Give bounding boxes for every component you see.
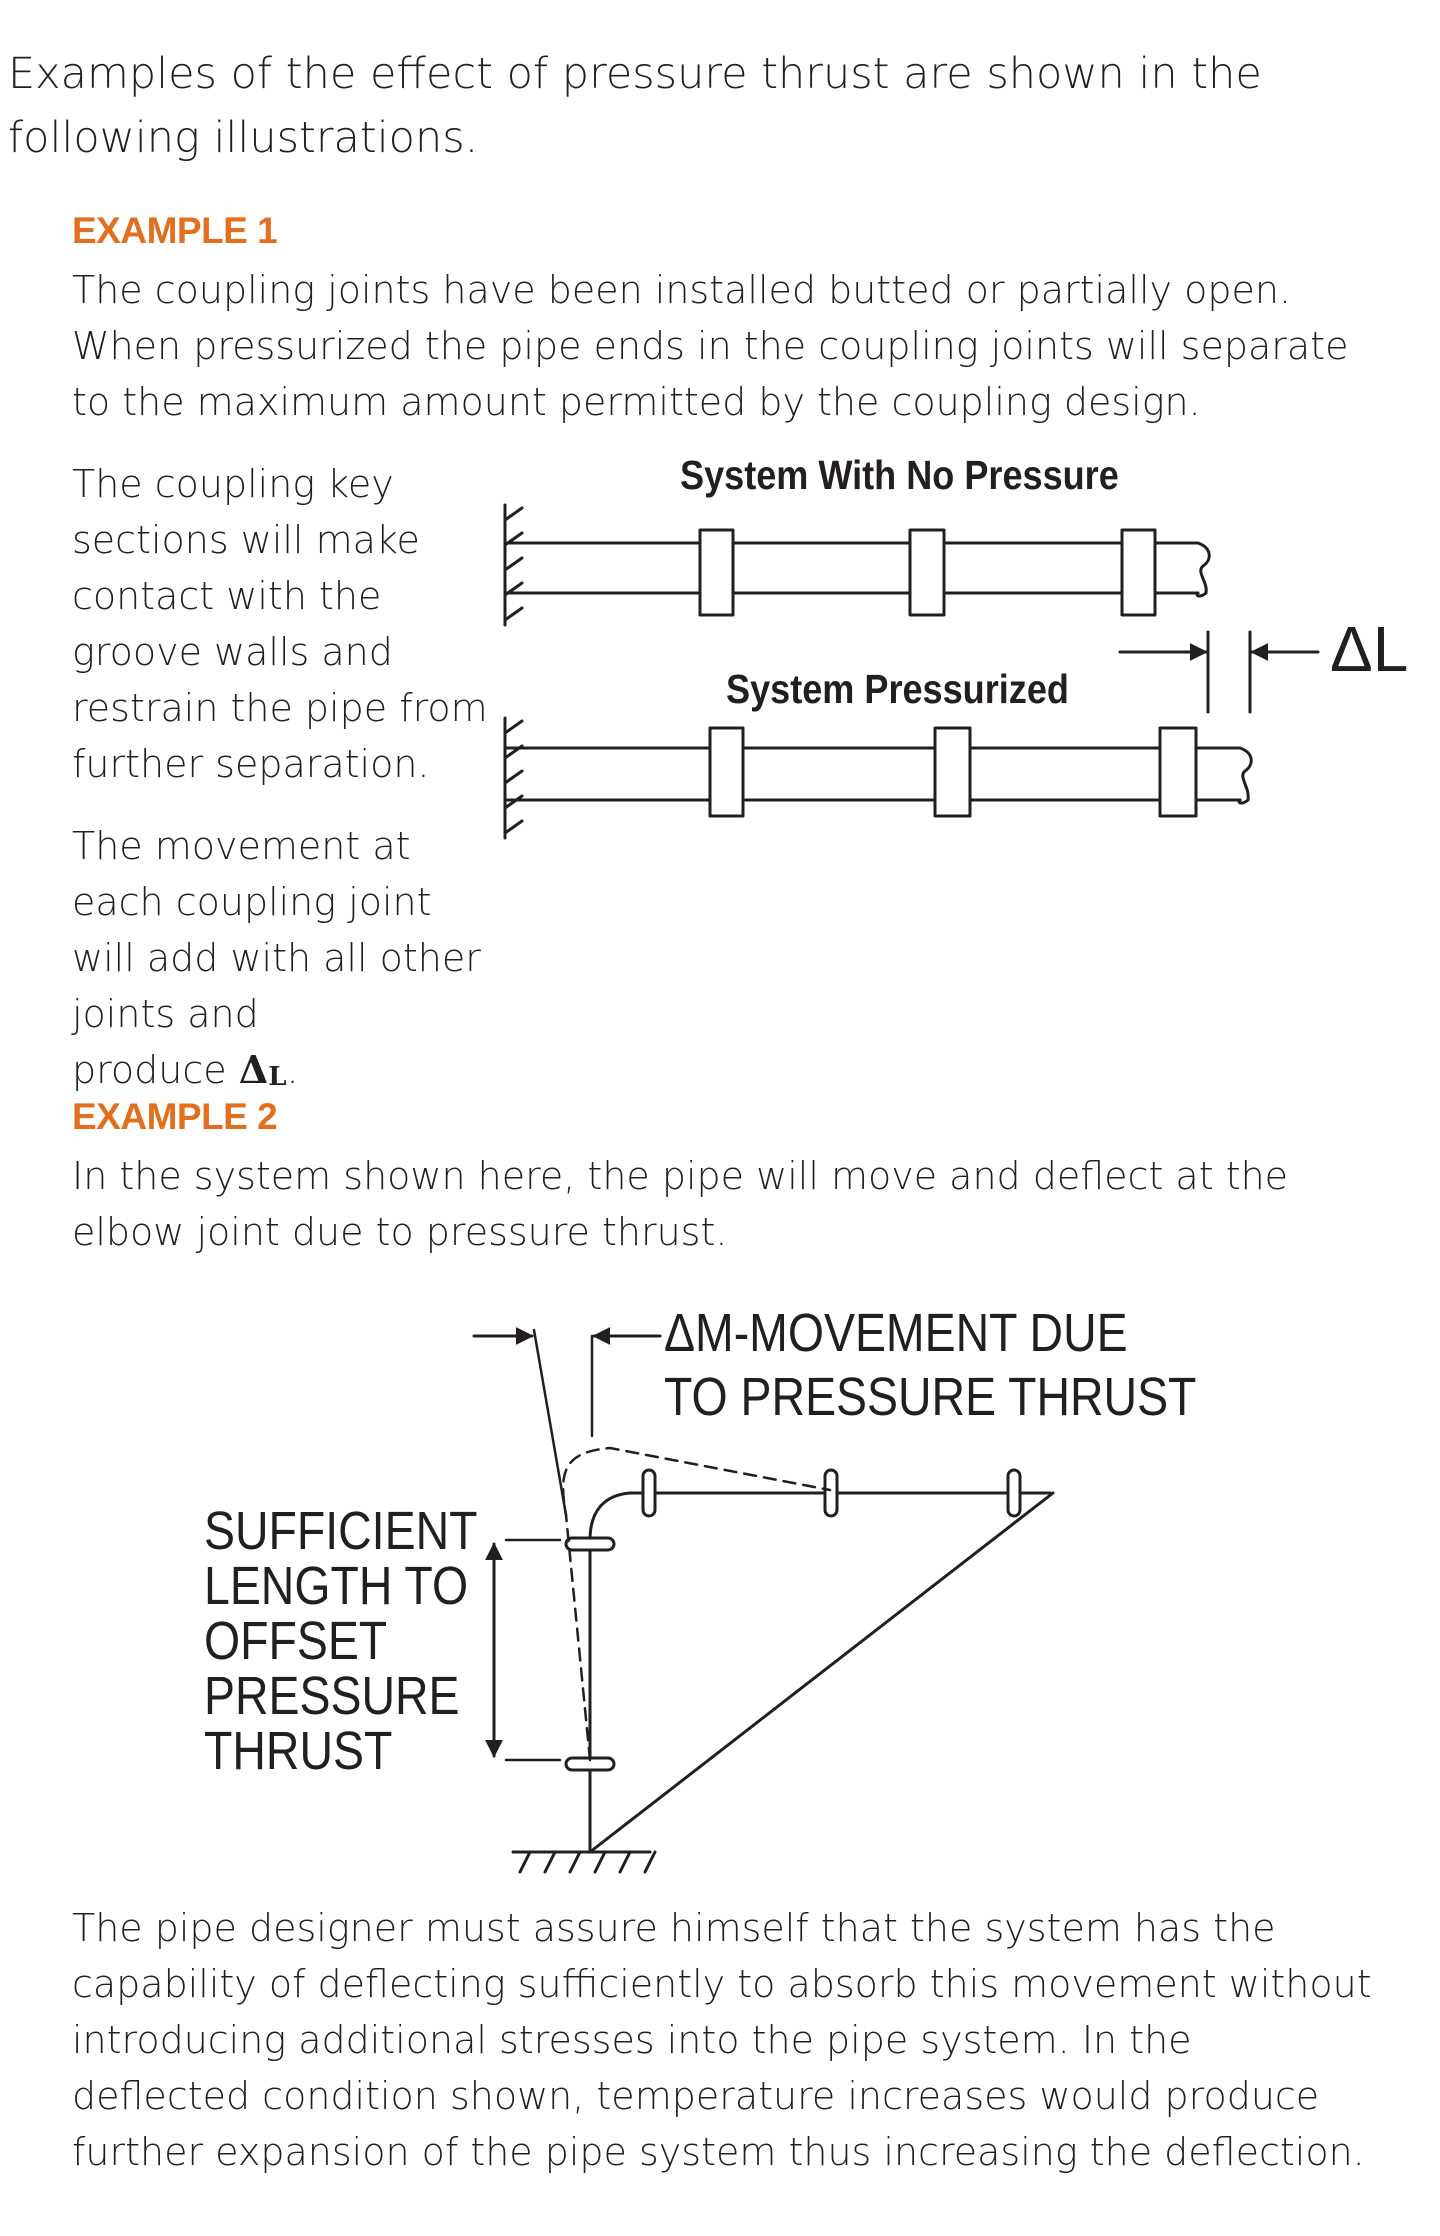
pipe-no-pressure	[505, 505, 1209, 625]
movement-label-line-2: TO PRESSURE THRUST	[664, 1367, 1197, 1427]
example-1-heading: EXAMPLE 1	[72, 210, 278, 251]
movement-label-line-1: ΔM-MOVEMENT DUE	[664, 1303, 1128, 1363]
intro-text: Examples of the effect of pressure thrust are shown in the following illustrations.	[8, 49, 1262, 163]
offset-line-5: THRUST	[204, 1721, 393, 1781]
label-pressurized: System Pressurized	[726, 666, 1069, 712]
offset-line-4: PRESSURE	[204, 1666, 460, 1726]
side-text-2-end: .	[286, 1048, 299, 1092]
offset-line-1: SUFFICIENT	[204, 1501, 478, 1561]
example-1-paragraph: The coupling joints have been installed butted or partially open. When pressurized the pipe ends in the coupling joints will separate to the maximum amount permitted by the coupling design.	[72, 268, 1349, 424]
example-1-side-text-1: The coupling key sections will make contact with the groove walls and restrain the pipe from further separation.	[72, 462, 488, 786]
pipe-pressurized	[505, 632, 1318, 838]
delta-symbol: ΔL	[238, 1047, 287, 1092]
side-text-2-body: The movement at each coupling joint will add with all other joints and produce	[72, 824, 481, 1092]
example-2-heading: EXAMPLE 2	[72, 1096, 278, 1137]
offset-line-3: OFFSET	[204, 1611, 388, 1671]
delta-symbol-sub: L	[268, 1062, 287, 1092]
offset-line-2: LENGTH TO	[204, 1556, 469, 1616]
closing-paragraph: The pipe designer must assure himself that the system has the capability of deflecting sufficiently to absorb this movement without introducing additional stresses into the pipe system. In the deflected condition shown, temperature increases would produce further expansion of the pipe system thus increasing the deflection.	[72, 1906, 1372, 2174]
example-2-paragraph: In the system shown here, the pipe will move and deflect at the elbow joint due to pressure thrust.	[72, 1154, 1289, 1254]
label-no-pressure: System With No Pressure	[680, 452, 1119, 498]
elbow-deflection-diagram	[474, 1330, 1053, 1872]
delta-l-label: ΔL	[1330, 613, 1409, 685]
